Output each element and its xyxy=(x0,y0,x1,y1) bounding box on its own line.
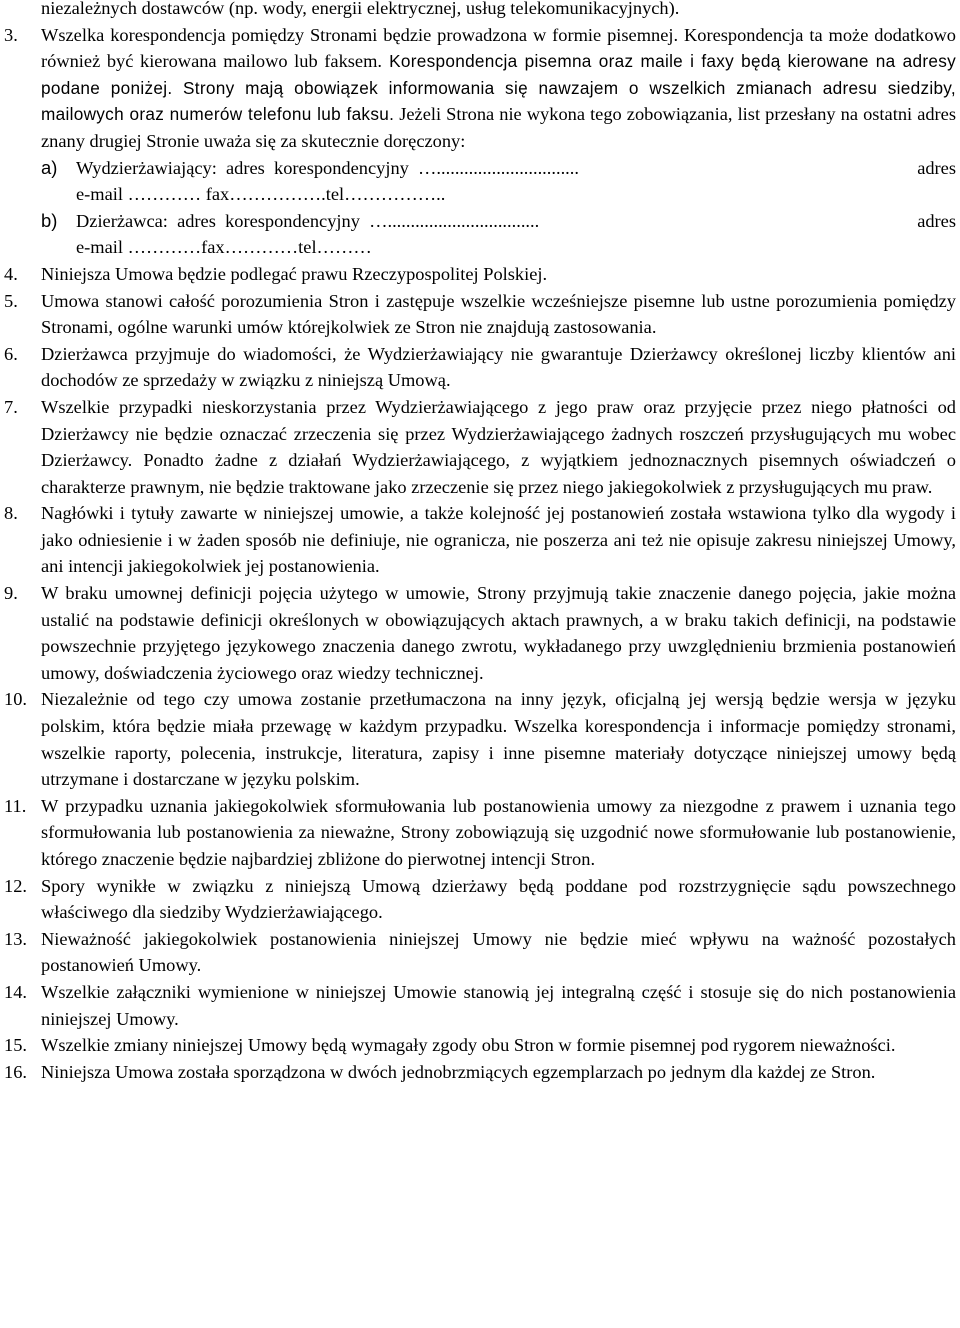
clause-text: Wszelka korespondencja pomiędzy Stronami będzie prowadzona w formie pisemnej. Korespondencja ta może dodatkowo również być kierowana mailowo lub faksem. xyxy=(41,24,956,72)
clause-11 xyxy=(4,793,956,873)
clause-number: 12. xyxy=(4,875,27,896)
clause-number: 4. xyxy=(4,263,18,284)
clause-number: 11. xyxy=(4,795,27,816)
clause-text: W braku umownej definicji pojęcia użytego w umowie, Strony przyjmują takie znaczenie danego pojęcia, jakie można ustalić na podstawie definicji określonych w obowiązujących aktach prawnych, a w braku takich definicji, na podstawie powszechnie przyjętego językowego znaczenia danego zwrotu, wykładanego przy uwzględnieniu brzmienia postanowień umowy, doświadczenia życiowego oraz wiedzy technicznej. xyxy=(41,583,956,683)
clause-text-sans-2: Strony mają obowiązek informowania się nawzajem o wszelkich zmianach adresu siedziby, mailowych oraz numerów telefonu lub faksu. xyxy=(41,77,957,125)
clause-text: Niniejsza Umowa została sporządzona w dwóch jednobrzmiących egzemplarzach po jednym dla każdej ze Stron. xyxy=(41,1061,876,1082)
clause-number: 13. xyxy=(4,928,27,949)
subclause-address-word: adres xyxy=(917,157,956,178)
clause-8 xyxy=(4,500,956,580)
clause-13 xyxy=(4,926,956,979)
subclause-letter: a) xyxy=(41,156,58,178)
clause-7 xyxy=(4,394,956,500)
clause-12 xyxy=(4,873,956,926)
clause-number: 5. xyxy=(4,290,18,311)
clause-number: 9. xyxy=(4,583,18,604)
clause-number: 14. xyxy=(4,981,27,1002)
clause-16 xyxy=(4,1059,956,1086)
subclause-address-label: Dzierżawca: adres korespondencyjny …................................. xyxy=(76,210,540,231)
subclause-contact-line: e-mail ………… fax…………….tel…………….. xyxy=(76,184,446,205)
clause-list xyxy=(0,261,960,1085)
clause-text: Wszelkie zmiany niniejszej Umowy będą wymagały zgody obu Stron w formie pisemnej pod rygorem nieważności. xyxy=(41,1035,896,1056)
clause-text: Niniejsza Umowa będzie podlegać prawu Rzeczypospolitej Polskiej. xyxy=(41,263,548,284)
clause-text: Niezależnie od tego czy umowa zostanie przetłumaczona na inny język, oficjalną jej wersją będzie wersja w języku polskim, która będzie miała przewagę w każdym przypadku. Wszelka korespondencja i informacje pomiędzy stronami, wszelkie raporty, polecenia, instrukcje, literatura, zapisy i inne pisemne materiały dotyczące niniejszej umowy będą utrzymane i dostarczane w języku polskim. xyxy=(41,689,956,790)
clause-text-2: Jeżeli Strona nie wykona tego zobowiązania, list przesłany na ostatni adres znany drugiej Stronie uważa się za skutecznie doręczony: xyxy=(41,104,956,151)
clause-text: Umowa stanowi całość porozumienia Stron i zastępuje wszelkie wcześniejsze pisemne lub ustne porozumienia pomiędzy Stronami, ogólne warunki umów którejkolwiek ze Stron nie znajdują zastosowania. xyxy=(41,290,956,338)
clause-number: 6. xyxy=(4,343,18,364)
clause-5 xyxy=(4,288,956,341)
clause-3 xyxy=(4,22,957,155)
clause-number: 15. xyxy=(4,1035,27,1056)
clause-15 xyxy=(4,1032,956,1059)
clause-text: W przypadku uznania jakiegokolwiek sformułowania lub postanowienia umowy za niezgodne z prawem i uznania tego sformułowania lub postanowienia za nieważne, Strony zobowiązują się uzgodnić nowe sformułowanie lub postanowienie, którego znaczenie będzie najbardziej zbliżone do pierwotnej intencji Stron. xyxy=(41,795,956,869)
clause-14 xyxy=(4,979,956,1032)
subclause-address-word: adres xyxy=(917,210,956,231)
clause-6 xyxy=(4,341,956,394)
subclause-letter: b) xyxy=(41,209,58,231)
clause-10 xyxy=(4,686,956,792)
subclause-a xyxy=(41,155,956,208)
clause-text: Dzierżawca przyjmuje do wiadomości, że Wydzierżawiający nie gwarantuje Dzierżawcy określonej liczby klientów ani dochodów ze sprzedaży w związku z niniejszą Umową. xyxy=(41,343,956,391)
continuation-line: niezależnych dostawców (np. wody, energii elektrycznej, usług telekomunikacyjnych). xyxy=(41,0,680,18)
clause-4 xyxy=(4,261,956,288)
clause-9 xyxy=(4,580,956,686)
clause-number: 16. xyxy=(4,1061,27,1082)
clause-number: 10. xyxy=(4,689,27,710)
subclause-b xyxy=(41,208,956,261)
clause-number: 3. xyxy=(4,24,18,45)
clause-text: Nieważność jakiegokolwiek postanowienia niniejszej Umowy nie będzie mieć wpływu na ważność pozostałych postanowień Umowy. xyxy=(41,928,956,976)
clause-text: Wszelkie załączniki wymienione w niniejszej Umowie stanowią jej integralną część i stosuje się do nich postanowienia niniejszej Umowy. xyxy=(41,981,956,1029)
clause-text: Nagłówki i tytuły zawarte w niniejszej umowie, a także kolejność jej postanowień została wstawiona tylko dla wygody i jako odniesienie i w żaden sposób nie definiuje, nie ogranicza, nie poszerza ani też nie opisuje zakresu niniejszej Umowy, ani intencji jakiegokolwiek jej postanowienia. xyxy=(41,503,956,577)
subclause-address-label: Wydzierżawiający: adres korespondencyjny …............................... xyxy=(76,157,579,178)
clause-text: Spory wynikłe w związku z niniejszą Umową dzierżawy będą poddane pod rozstrzygnięcie sądu powszechnego właściwego dla siedziby Wydzierżawiającego. xyxy=(41,875,956,923)
clause-number: 7. xyxy=(4,396,18,417)
clause-text: Wszelkie przypadki nieskorzystania przez Wydzierżawiającego z jego praw oraz przyjęcie przez niego płatności od Dzierżawcy nie będzie oznaczać zrzeczenia się przez Wydzierżawiającego żadnych roszczeń przysługujących mu wobec Dzierżawcy. Ponadto żadne z działań Wydzierżawiającego, z wyjątkiem jednoznacznych pisemnych oświadczeń o charakterze prawnym, nie będzie traktowane jako zrzeczenie się przez niego jakiegokolwiek z przysługujących mu praw. xyxy=(41,396,956,497)
clause-text-sans: Korespondencja pisemna oraz maile i faxy będą kierowane na adresy podane poniżej. xyxy=(41,51,956,98)
subclause-contact-line: e-mail …………fax…………tel……… xyxy=(76,237,372,258)
clause-number: 8. xyxy=(4,503,18,524)
